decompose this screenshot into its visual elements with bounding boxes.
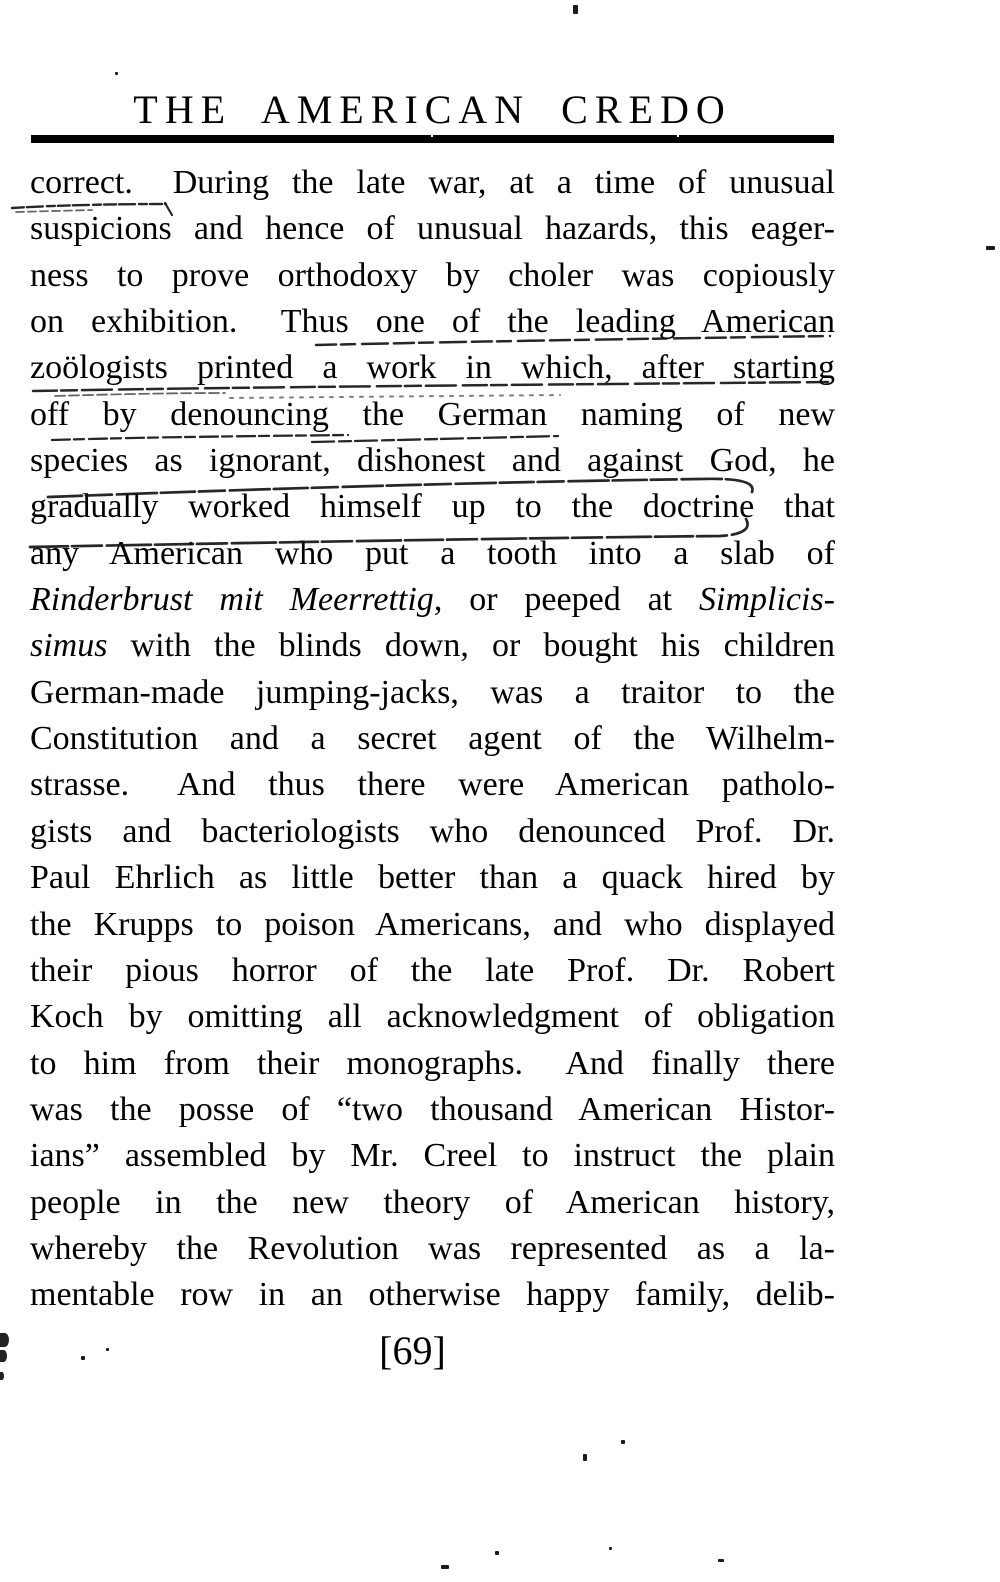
text-block <box>30 160 835 1319</box>
text-segment-italic: simus <box>30 627 108 665</box>
rule-nick <box>677 135 679 137</box>
text-line <box>30 206 835 252</box>
text-line <box>30 1087 835 1133</box>
scan-speck <box>718 1559 724 1562</box>
text-line <box>30 716 835 762</box>
text-line <box>30 623 835 669</box>
text-line <box>30 484 835 530</box>
text-segment-italic: Rinderbrust mit Meerrettig <box>30 581 434 619</box>
text-segment: Constitution and a secret agent of the Wilhelm- <box>30 720 835 758</box>
scan-speck <box>583 1454 587 1461</box>
text-segment: ness to prove orthodoxy by choler was copiously <box>30 256 835 294</box>
text-line <box>30 762 835 808</box>
text-segment: correct. During the late war, at a time of unusual <box>30 164 835 201</box>
scan-speck <box>573 5 578 14</box>
text-segment: gists and bacteriologists who denounced Prof. Dr. <box>30 812 835 850</box>
margin-blot <box>0 1350 7 1362</box>
text-segment: people in the new theory of American history, <box>30 1183 835 1221</box>
scan-speck <box>81 1356 85 1360</box>
text-segment: ians” assembled by Mr. Creel to instruct the plain <box>30 1137 835 1175</box>
text-segment: Koch by omitting all acknowledgment of obligation <box>30 998 835 1036</box>
text-line <box>30 577 835 623</box>
text-segment: strasse. And thus there were American patholo- <box>30 766 835 804</box>
text-line <box>30 531 835 577</box>
margin-blot <box>0 1372 4 1380</box>
text-segment: , or peeped at <box>433 581 700 619</box>
text-line <box>30 670 835 716</box>
text-line <box>30 438 835 484</box>
scan-speck <box>986 246 995 250</box>
text-segment: on exhibition. Thus one of the leading American <box>30 303 835 341</box>
text-segment: was the posse of “two thousand American Histor- <box>30 1090 835 1128</box>
scan-speck <box>495 1551 499 1555</box>
text-line <box>30 392 835 438</box>
text-line <box>30 345 835 391</box>
text-line <box>30 994 835 1040</box>
rule-nick <box>431 135 433 137</box>
text-line <box>30 809 835 855</box>
text-segment: their pious horror of the late Prof. Dr. Robert <box>30 951 835 989</box>
scan-speck <box>621 1440 625 1444</box>
text-segment: zoölogists printed a work in which, after starting <box>30 349 835 387</box>
text-line <box>30 253 835 299</box>
text-segment: the Krupps to poison Americans, and who displayed <box>30 905 835 943</box>
text-segment: mentable row in an otherwise happy family, delib- <box>30 1276 835 1314</box>
text-segment: with the blinds down, or bought his children <box>107 627 835 665</box>
text-line <box>30 902 835 948</box>
text-line <box>30 1272 835 1318</box>
page-title: THE AMERICAN CREDO <box>133 87 732 132</box>
text-segment: any American who put a tooth into a slab of <box>30 534 835 572</box>
text-segment: gradually worked himself up to the doctrine that <box>30 488 835 526</box>
text-line <box>30 299 835 345</box>
header-rule <box>31 135 834 143</box>
scan-speck <box>115 72 118 75</box>
text-segment-italic: Simplicis- <box>699 581 835 619</box>
text-line <box>30 1041 835 1087</box>
text-line <box>30 1133 835 1179</box>
page-number: [69] <box>379 1328 446 1373</box>
text-line <box>30 1180 835 1226</box>
text-line <box>30 160 835 206</box>
text-line <box>30 948 835 994</box>
text-segment: suspicions and hence of unusual hazards, this eager- <box>30 210 835 248</box>
text-segment: whereby the Revolution was represented as a la- <box>30 1229 835 1267</box>
text-segment: off by denouncing the German naming of new <box>30 395 835 433</box>
text-segment: Paul Ehrlich as little better than a quack hired by <box>30 859 835 897</box>
text-line <box>30 1226 835 1272</box>
scan-speck <box>441 1565 449 1569</box>
text-segment: German-made jumping-jacks, was a traitor to the <box>30 673 835 711</box>
text-segment: species as ignorant, dishonest and against God, he <box>30 442 835 480</box>
text-segment: to him from their monographs. And finally there <box>30 1044 835 1082</box>
scan-speck <box>106 1348 109 1351</box>
margin-blot <box>0 1333 9 1347</box>
scan-speck <box>609 1547 612 1550</box>
text-line <box>30 855 835 901</box>
